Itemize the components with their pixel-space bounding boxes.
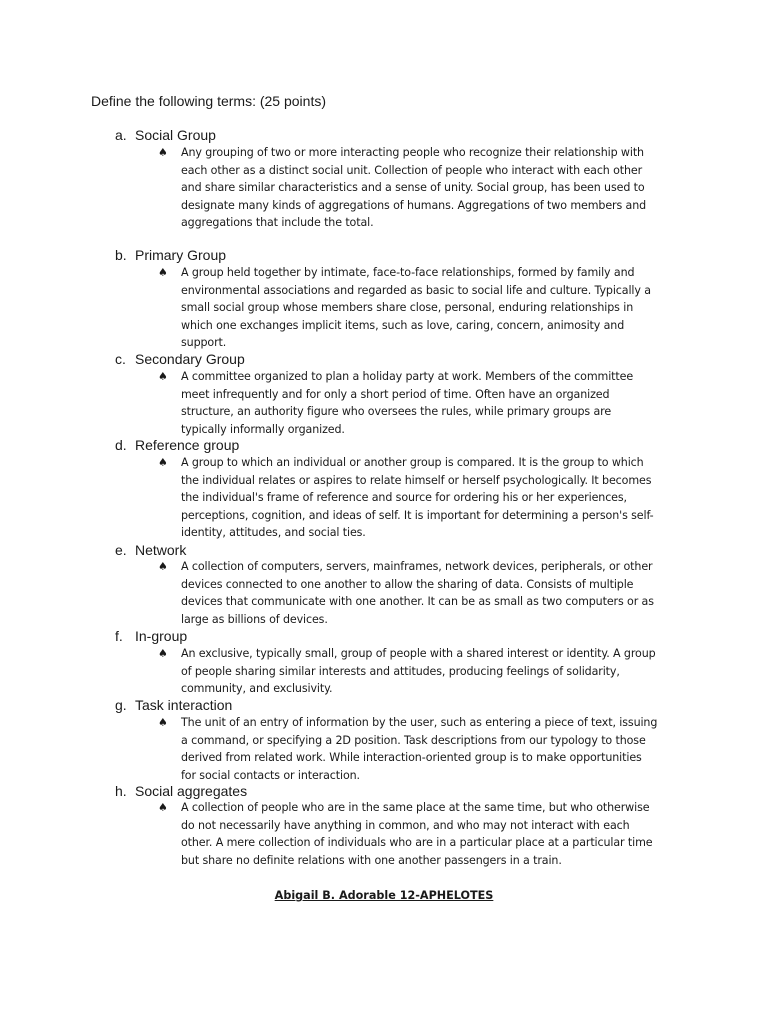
definition-text: The unit of an entry of information by the user, such as entering a piece of text, issuing a command, or specifying a 2D position. Task descriptions from our typology to those derived from related work. While interaction-oriented group is to make opportunities for social contacts or interaction. bbox=[181, 716, 658, 782]
definition-text: A group to which an individual or another group is compared. It is the group to which the individual relates or aspires to relate himself or herself psychologically. It becomes the individual's frame of reference and source for ordering his or her experiences, perceptions, cognition, and ideas of self. It is important for determining a person's self-identity, attitudes, and social ties. bbox=[181, 456, 654, 539]
term-definition bbox=[158, 264, 658, 352]
term-title: Reference group bbox=[135, 437, 240, 453]
term-heading bbox=[115, 127, 216, 144]
term-title: Social Group bbox=[135, 127, 216, 143]
term-title: Task interaction bbox=[135, 697, 233, 713]
term-definition bbox=[158, 714, 658, 784]
term-letter: a. bbox=[115, 127, 127, 143]
term-heading bbox=[115, 542, 186, 559]
definition-text: Any grouping of two or more interacting people who recognize their relationship with each other as a distinct social unit. Collection of people who interact with each other and share similar characteristics and a sense of unity. Social group, has been used to designate many kinds of aggregations of humans. Aggregations of two members and aggregations that include the total. bbox=[181, 146, 647, 229]
instruction-heading: Define the following terms: (25 points) bbox=[91, 93, 326, 109]
definition-text: An exclusive, typically small, group of people with a shared interest or identity. A group of people sharing similar interests and attitudes, producing feelings of solidarity, community, and exclusivity. bbox=[181, 647, 656, 695]
author-signature-line: Abigail B. Adorable 12-APHELOTES bbox=[274, 889, 494, 902]
term-letter: e. bbox=[115, 542, 127, 558]
term-title: Social aggregates bbox=[135, 783, 248, 799]
spade-bullet-icon: ♠ bbox=[158, 716, 168, 729]
spade-bullet-icon: ♠ bbox=[158, 647, 168, 660]
definition-text: A collection of people who are in the same place at the same time, but who otherwise do not necessarily have anything in common, and who may not interact with each other. A mere collection of individuals who are in a particular place at a particular time but share no definite relations with one another passengers in a train. bbox=[181, 801, 653, 867]
term-definition bbox=[158, 454, 658, 542]
spade-bullet-icon: ♠ bbox=[158, 146, 168, 159]
term-letter: d. bbox=[115, 437, 127, 453]
term-heading bbox=[115, 437, 239, 454]
term-title: Secondary Group bbox=[135, 351, 245, 367]
term-title: Primary Group bbox=[135, 247, 227, 263]
term-letter: f. bbox=[115, 628, 123, 644]
term-letter: b. bbox=[115, 247, 127, 263]
spade-bullet-icon: ♠ bbox=[158, 266, 168, 279]
definition-text: A collection of computers, servers, mainframes, network devices, peripherals, or other devices connected to one another to allow the sharing of data. Consists of multiple devices that communicate with one another. It can be as small as two computers or as large as billions of devices. bbox=[181, 560, 654, 626]
term-definition bbox=[158, 645, 658, 698]
term-definition bbox=[158, 558, 658, 628]
term-letter: h. bbox=[115, 783, 127, 799]
term-definition bbox=[158, 144, 658, 232]
term-heading bbox=[115, 351, 245, 368]
term-heading bbox=[115, 247, 226, 264]
term-heading bbox=[115, 628, 187, 645]
term-title: Network bbox=[135, 542, 187, 558]
term-heading bbox=[115, 783, 247, 800]
term-letter: c. bbox=[115, 351, 126, 367]
term-letter: g. bbox=[115, 697, 127, 713]
term-definition bbox=[158, 368, 658, 438]
spade-bullet-icon: ♠ bbox=[158, 370, 168, 383]
definition-text: A group held together by intimate, face-to-face relationships, formed by family and environmental associations and regarded as basic to social life and culture. Typically a small social group whose members share close, personal, enduring relationships in which one exchanges implicit items, such as love, caring, concern, animosity and support. bbox=[181, 266, 651, 349]
spade-bullet-icon: ♠ bbox=[158, 801, 168, 814]
term-definition bbox=[158, 799, 658, 869]
spade-bullet-icon: ♠ bbox=[158, 560, 168, 573]
term-heading bbox=[115, 697, 232, 714]
definition-text: A committee organized to plan a holiday party at work. Members of the committee meet infrequently and for only a short period of time. Often have an organized structure, an authority figure who oversees the rules, while primary groups are typically informally organized. bbox=[181, 370, 634, 436]
term-title: In-group bbox=[135, 628, 188, 644]
spade-bullet-icon: ♠ bbox=[158, 456, 168, 469]
